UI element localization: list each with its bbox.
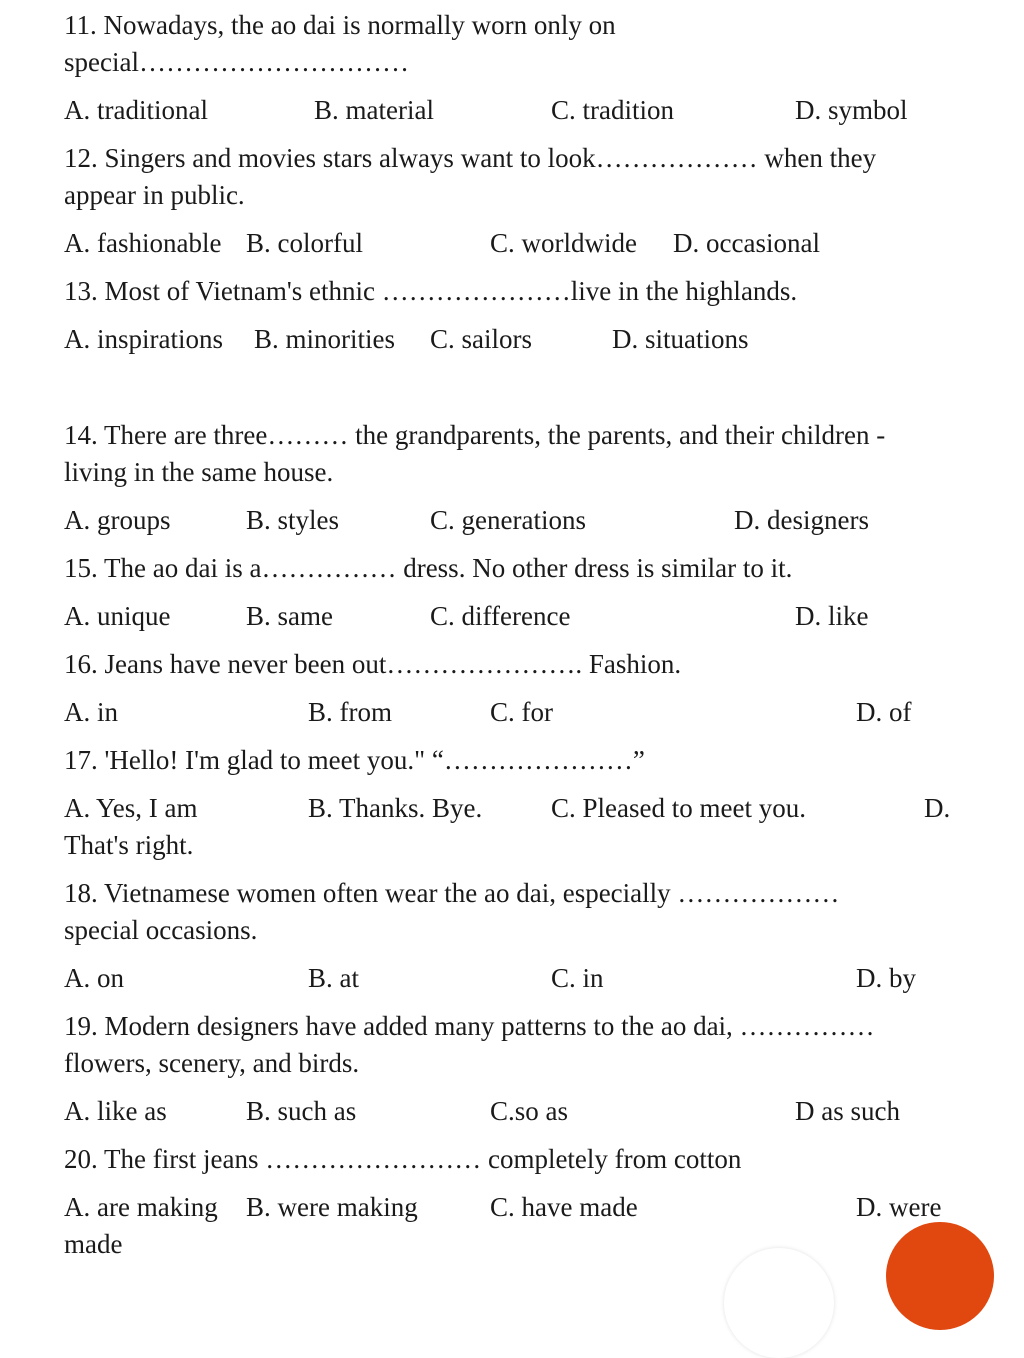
question-16-option-a: A. in xyxy=(64,697,118,727)
question-19-option-b: B. such as xyxy=(246,1096,357,1126)
question-14-option-b: B. styles xyxy=(246,505,340,535)
question-14-option-d: D. designers xyxy=(734,505,869,535)
question-20-option-b: B. were making xyxy=(246,1192,418,1222)
question-18-option-b: B. at xyxy=(308,963,359,993)
question-19-stem-line-1: 19. Modern designers have added many patterns to the ao dai, …………… xyxy=(64,1011,875,1041)
question-14-option-c: C. generations xyxy=(430,505,586,535)
question-13-stem-line-1: 13. Most of Vietnam's ethnic …………………live in the highlands. xyxy=(64,276,798,306)
question-17-option-d-text: That's right. xyxy=(64,830,194,860)
question-14-stem-line-1: 14. There are three……… the grandparents, the parents, and their children - xyxy=(64,420,886,450)
question-19-option-d: D as such xyxy=(795,1096,900,1126)
question-18-option-d: D. by xyxy=(856,963,916,993)
question-19-option-c: C.so as xyxy=(490,1096,569,1126)
question-17-option-b: B. Thanks. Bye. xyxy=(308,793,483,823)
question-19-stem-line-2: flowers, scenery, and birds. xyxy=(64,1048,360,1078)
question-18-stem-line-2: special occasions. xyxy=(64,915,258,945)
question-12-option-d: D. occasional xyxy=(673,228,820,258)
question-16-option-c: C. for xyxy=(490,697,553,727)
question-17-stem-line-1: 17. 'Hello! I'm glad to meet you." “…………………” xyxy=(64,745,645,775)
question-12-option-b: B. colorful xyxy=(246,228,363,258)
question-18-stem-line-1: 18. Vietnamese women often wear the ao dai, especially ……………… xyxy=(64,878,840,908)
question-20-option-a: A. are making xyxy=(64,1192,218,1222)
question-15-stem-line-1: 15. The ao dai is a…………… dress. No other dress is similar to it. xyxy=(64,553,793,583)
secondary-floating-button[interactable] xyxy=(724,1248,834,1358)
question-11-option-a: A. traditional xyxy=(64,95,208,125)
question-20-option-c: C. have made xyxy=(490,1192,638,1222)
question-16-option-d: D. of xyxy=(856,697,912,727)
question-18-option-c: C. in xyxy=(551,963,604,993)
question-18-option-a: A. on xyxy=(64,963,124,993)
question-11-option-d: D. symbol xyxy=(795,95,908,125)
question-13-option-b: B. minorities xyxy=(254,324,395,354)
question-17-option-d-letter: D. xyxy=(924,793,951,823)
question-16-option-b: B. from xyxy=(308,697,392,727)
question-11-stem-line-1: 11. Nowadays, the ao dai is normally worn only on xyxy=(64,10,616,40)
question-20-stem-line-1: 20. The first jeans …………………… completely from cotton xyxy=(64,1144,742,1174)
question-14-option-a: A. groups xyxy=(64,505,171,535)
question-17-option-a: A. Yes, I am xyxy=(64,793,198,823)
question-11-option-c: C. tradition xyxy=(551,95,674,125)
question-20-option-d-text: made xyxy=(64,1229,123,1259)
question-15-option-c: C. difference xyxy=(430,601,571,631)
question-20-option-d-letter: D. were xyxy=(856,1192,942,1222)
question-12-stem-line-2: appear in public. xyxy=(64,180,245,210)
question-13-option-d: D. situations xyxy=(612,324,749,354)
question-17-option-c: C. Pleased to meet you. xyxy=(551,793,806,823)
question-11-option-b: B. material xyxy=(314,95,434,125)
question-15-option-d: D. like xyxy=(795,601,869,631)
question-16-stem-line-1: 16. Jeans have never been out…………………. Fashion. xyxy=(64,649,682,679)
question-12-stem-line-1: 12. Singers and movies stars always want to look……………… when they xyxy=(64,143,877,173)
question-12-option-c: C. worldwide xyxy=(490,228,637,258)
question-19-option-a: A. like as xyxy=(64,1096,167,1126)
question-12-option-a: A. fashionable xyxy=(64,228,222,258)
floating-action-button[interactable] xyxy=(886,1222,994,1330)
question-13-option-c: C. sailors xyxy=(430,324,533,354)
question-14-stem-line-2: living in the same house. xyxy=(64,457,334,487)
question-13-option-a: A. inspirations xyxy=(64,324,223,354)
question-11-stem-line-2: special………………………… xyxy=(64,47,409,77)
question-15-option-a: A. unique xyxy=(64,601,171,631)
question-15-option-b: B. same xyxy=(246,601,333,631)
